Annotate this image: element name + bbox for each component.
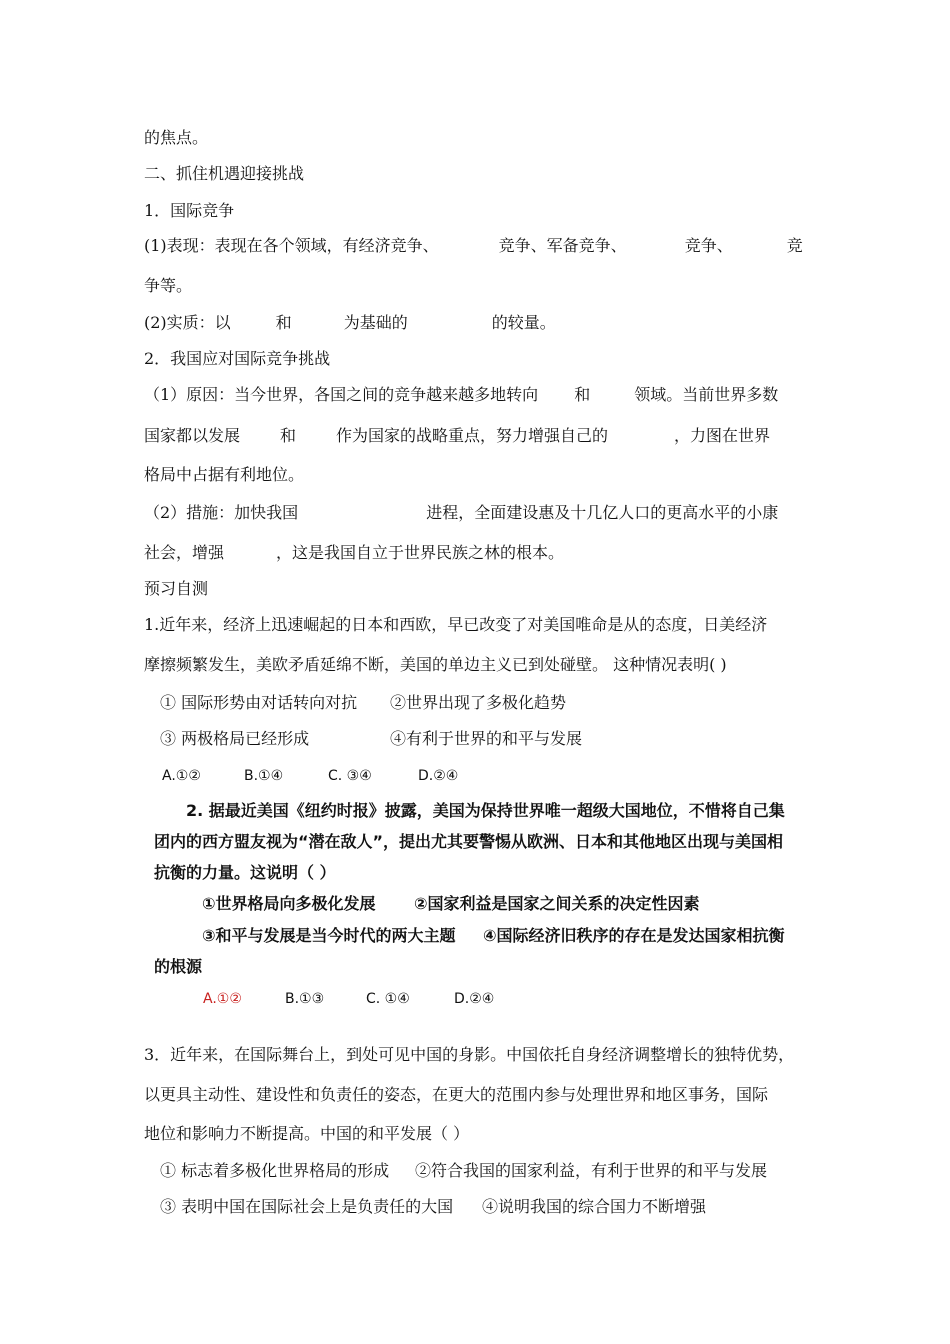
q2-option-b: B.①③ — [285, 991, 325, 1007]
continued-text: 的焦点。 — [144, 128, 209, 147]
paragraph-reason-2 — [144, 426, 770, 446]
q1-option-c: C. ③④ — [328, 768, 372, 784]
q1-item-4: ④有利于世界的和平与发展 — [390, 729, 583, 748]
text-fragment: 进程，全面建设惠及十几亿人口的更高水平的小康 — [426, 503, 779, 522]
q1-item-1: ① 国际形势由对话转向对抗 — [160, 693, 358, 712]
q1-option-a: A.①② — [162, 768, 201, 784]
text-fragment: 竞争、军备竞争、 — [498, 236, 627, 255]
q2-line-1: 2. 据最近美国《纽约时报》披露，美国为保持世界唯一超级大国地位，不惜将自己集 — [186, 801, 785, 820]
q2-option-d: D.②④ — [454, 991, 495, 1007]
q3-line-2: 以更具主动性、建设性和负责任的姿态，在更大的范围内参与处理世界和地区事务，国际 — [144, 1085, 769, 1104]
q2-item-3: ③和平与发展是当今时代的两大主题 — [202, 926, 456, 945]
text-fragment: 竞 — [786, 236, 803, 255]
q3-item-3: ③ 表明中国在国际社会上是负责任的大国 — [160, 1197, 454, 1216]
paragraph-reason-3: 格局中占据有利地位。 — [144, 465, 305, 484]
text-fragment: 社会，增强 — [144, 543, 225, 562]
q2-line-2: 团内的西方盟友视为“潜在敌人”，提出尤其要警惕从欧洲、日本和其他地区出现与美国相 — [154, 832, 784, 851]
text-fragment: 为基础的 — [343, 313, 408, 332]
q1-option-d: D.②④ — [418, 768, 459, 784]
q2-item-4: ④国际经济旧秩序的存在是发达国家相抗衡 — [483, 926, 785, 945]
q1-option-b: B.①④ — [244, 768, 284, 784]
paragraph-expression-1 — [144, 236, 803, 256]
text-fragment: ，力图在世界 — [674, 426, 771, 445]
q1-item-3: ③ 两极格局已经形成 — [160, 729, 310, 748]
q2-item-2: ②国家利益是国家之间关系的决定性因素 — [414, 894, 700, 913]
text-fragment: （2）措施：加快我国 — [144, 503, 299, 522]
q3-item-4: ④说明我国的综合国力不断增强 — [482, 1197, 707, 1216]
q1-item-2: ②世界出现了多极化趋势 — [390, 693, 567, 712]
paragraph-expression-2: 争等。 — [144, 276, 193, 295]
text-fragment: 国家都以发展 — [144, 426, 241, 445]
q3-item-1: ① 标志着多极化世界格局的形成 — [160, 1161, 390, 1180]
q2-line-3: 抗衡的力量。这说明（ ） — [154, 863, 336, 882]
q1-line-2: 摩擦频繁发生，美欧矛盾延绵不断，美国的单边主义已到处碰壁。 这种情况表明( ) — [144, 655, 727, 674]
section-heading: 二、抓住机遇迎接挑战 — [144, 164, 305, 183]
text-fragment: (1)表现：表现在各个领域，有经济竞争、 — [144, 236, 439, 255]
text-fragment: 和 — [280, 426, 297, 445]
sub-heading-1: 1．国际竞争 — [144, 201, 235, 220]
q2-item-4-cont: 的根源 — [154, 957, 203, 976]
sub-heading-2: 2．我国应对国际竞争挑战 — [144, 349, 331, 368]
paragraph-essence — [144, 313, 556, 333]
paragraph-measure-1 — [144, 503, 778, 523]
text-fragment: （1）原因：当今世界，各国之间的竞争越来越多地转向 — [144, 385, 539, 404]
q2-option-a-answer: A.①② — [203, 991, 242, 1007]
paragraph-measure-2 — [144, 543, 564, 563]
text-fragment: 和 — [275, 313, 292, 332]
text-fragment: 竞争、 — [684, 236, 733, 255]
q2-option-c: C. ①④ — [366, 991, 410, 1007]
text-fragment: (2)实质：以 — [144, 313, 231, 332]
q3-item-2: ②符合我国的国家利益，有利于世界的和平与发展 — [415, 1161, 768, 1180]
q3-line-1: 3．近年来，在国际舞台上，到处可见中国的身影。中国依托自身经济调整增长的独特优势， — [144, 1045, 795, 1064]
preview-title: 预习自测 — [144, 579, 209, 598]
paragraph-reason-1 — [144, 385, 778, 405]
text-fragment: 的较量。 — [491, 313, 556, 332]
text-fragment: 作为国家的战略重点，努力增强自己的 — [336, 426, 609, 445]
q3-line-3: 地位和影响力不断提高。中国的和平发展（ ） — [144, 1124, 470, 1143]
text-fragment: ，这是我国自立于世界民族之林的根本。 — [276, 543, 565, 562]
q1-line-1: 1.近年来，经济上迅速崛起的日本和西欧，早已改变了对美国唯命是从的态度，日美经济 — [144, 615, 768, 634]
text-fragment: 和 — [574, 385, 591, 404]
q2-item-1: ①世界格局向多极化发展 — [202, 894, 376, 913]
text-fragment: 领域。当前世界多数 — [634, 385, 779, 404]
